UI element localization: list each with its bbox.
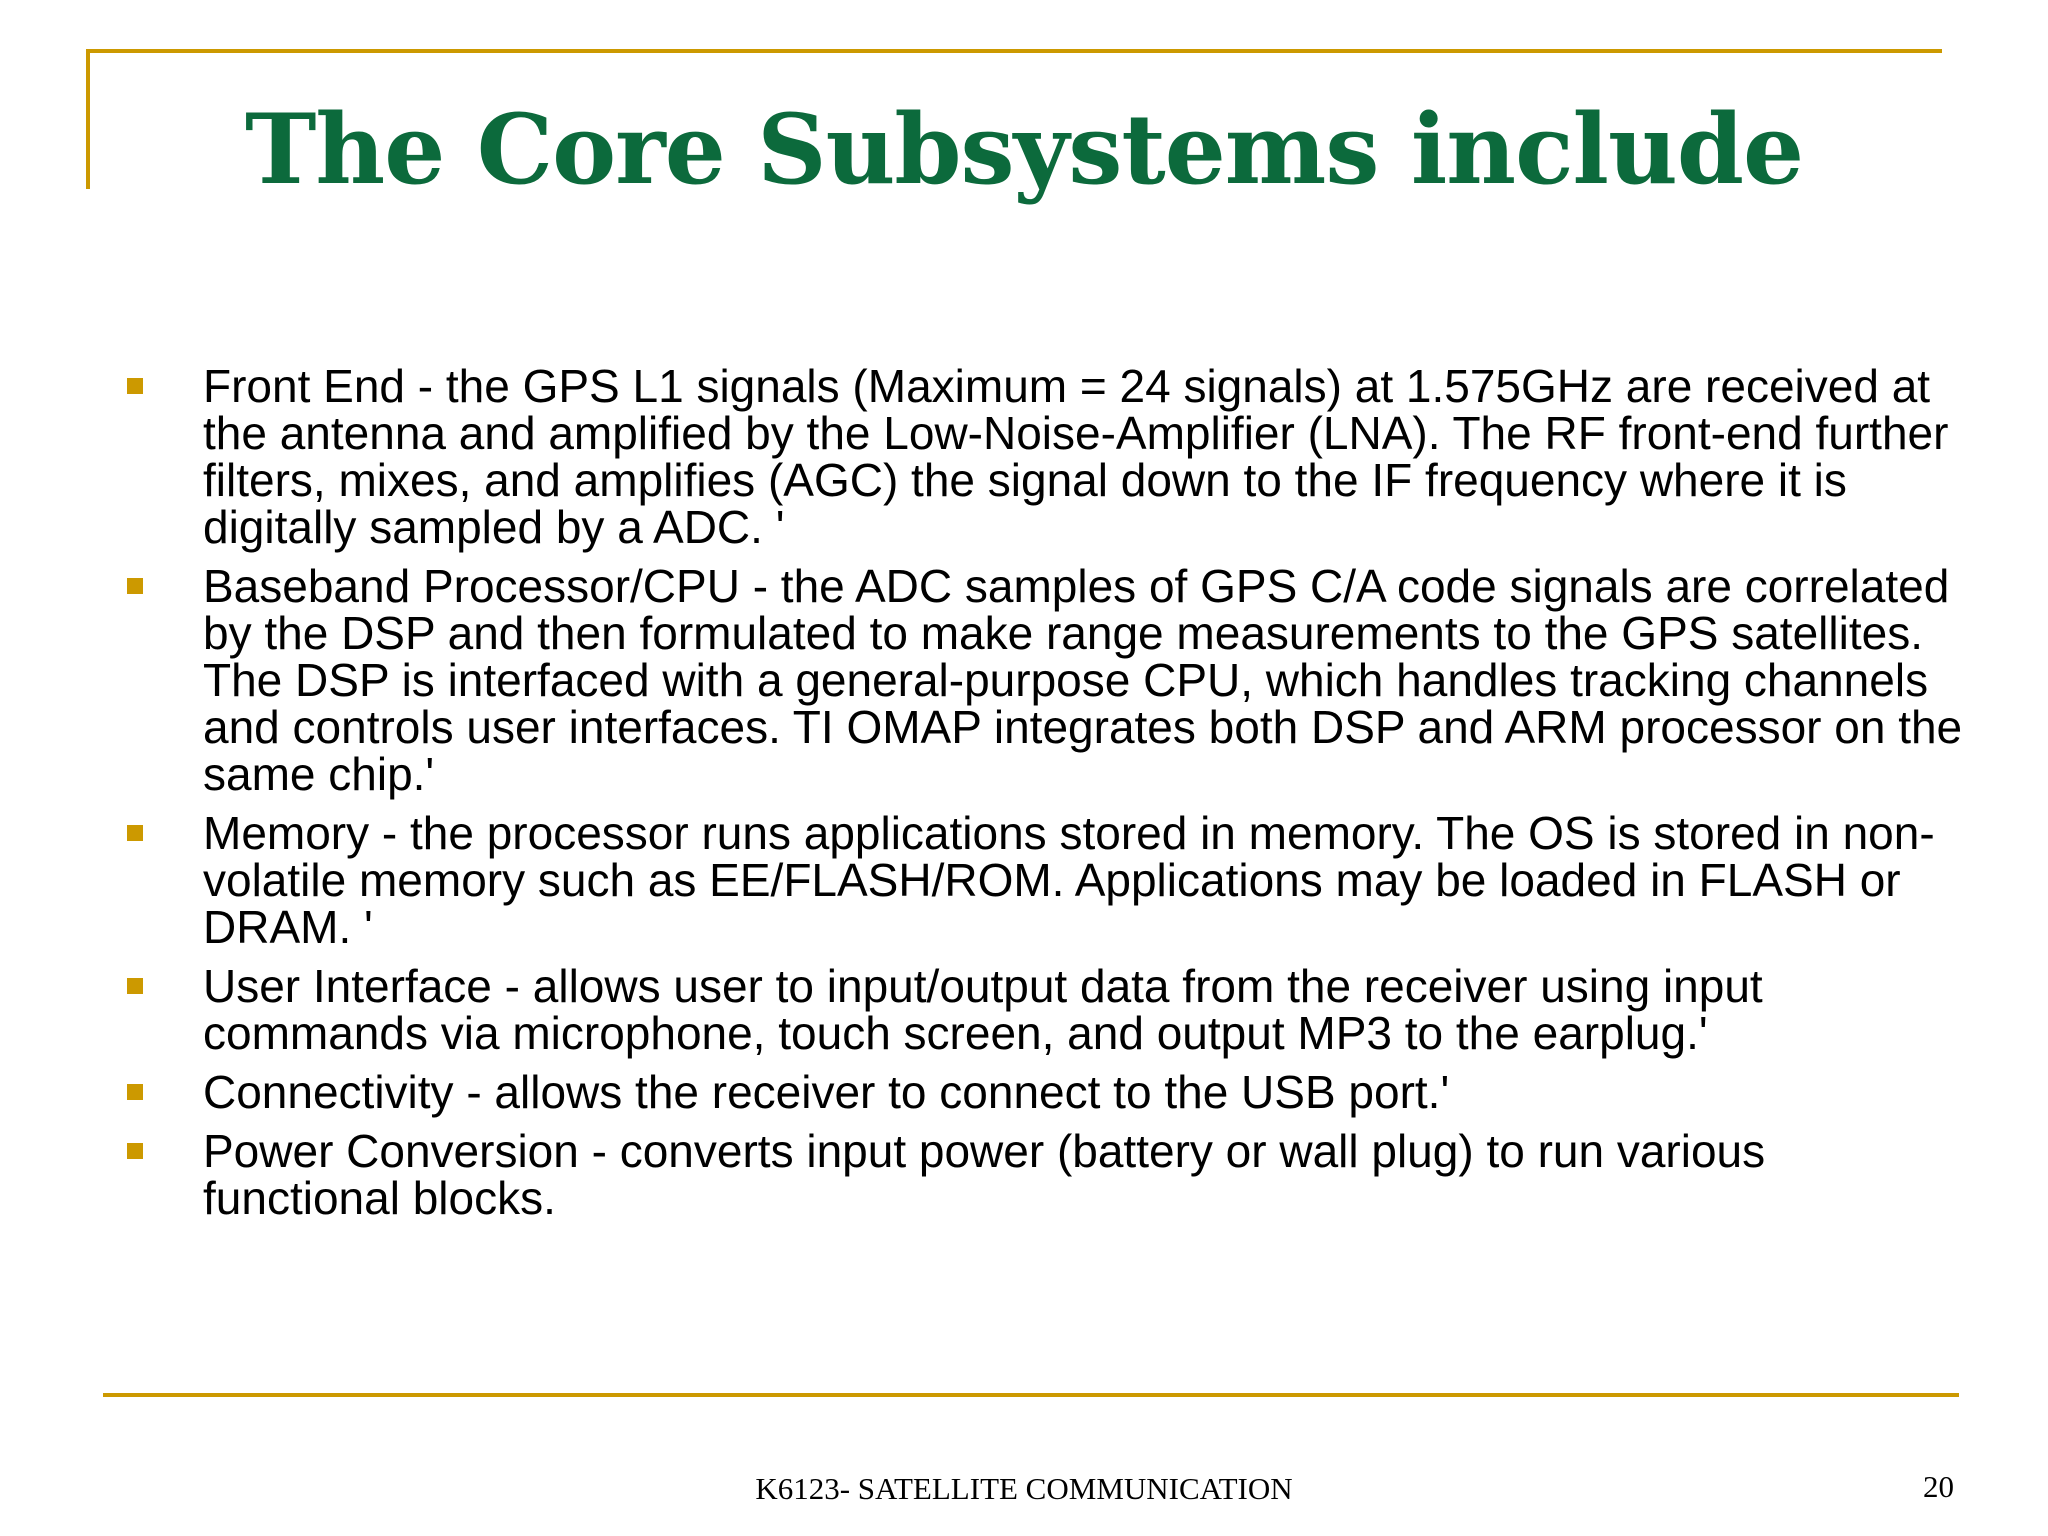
footer-course-title: K6123- SATELLITE COMMUNICATION xyxy=(755,1471,1293,1506)
square-bullet-icon xyxy=(127,1084,143,1100)
bullet-text: Front End - the GPS L1 signals (Maximum = 24 signals) at 1.575GHz are received at the antenna and amplified by the Low-Noise-Amplifier (LNA). The RF front-end further filters, mixes, and amplifies (AGC) the signal down to the IF frequency where it is digitally sampled by a ADC. ' xyxy=(203,360,1949,553)
bullet-list xyxy=(0,360,2048,1234)
list-item xyxy=(0,360,2048,553)
square-bullet-icon xyxy=(127,825,143,841)
list-item xyxy=(0,1066,2048,1118)
bullet-text: Baseband Processor/CPU - the ADC samples of GPS C/A code signals are correlated by the DSP and then formulated to make range measurements to the GPS satellites. The DSP is interfaced with a general-purpose CPU, which handles tracking channels and controls user interfaces. TI OMAP integrates both DSP and ARM processor on the same chip.' xyxy=(203,560,1963,800)
list-item xyxy=(0,807,2048,953)
bullet-text: Connectivity - allows the receiver to connect to the USB port.' xyxy=(203,1066,1450,1118)
list-item xyxy=(0,560,2048,800)
list-item xyxy=(0,960,2048,1059)
square-bullet-icon xyxy=(127,578,143,594)
square-bullet-icon xyxy=(127,978,143,994)
square-bullet-icon xyxy=(127,378,143,394)
slide-title: The Core Subsystems include xyxy=(244,93,1804,206)
footer-rule xyxy=(103,1393,1959,1397)
list-item xyxy=(0,1125,2048,1224)
bullet-text: Power Conversion - converts input power (battery or wall plug) to run various functional blocks. xyxy=(203,1125,1766,1224)
bullet-text: Memory - the processor runs applications stored in memory. The OS is stored in non-volatile memory such as EE/FLASH/ROM. Applications may be loaded in FLASH or DRAM. ' xyxy=(203,807,1935,953)
page-number: 20 xyxy=(1923,1469,1954,1504)
square-bullet-icon xyxy=(127,1143,143,1159)
bullet-text: User Interface - allows user to input/output data from the receiver using input commands via microphone, touch screen, and output MP3 to the earplug.' xyxy=(203,960,1763,1059)
top-frame-line xyxy=(86,49,1942,53)
